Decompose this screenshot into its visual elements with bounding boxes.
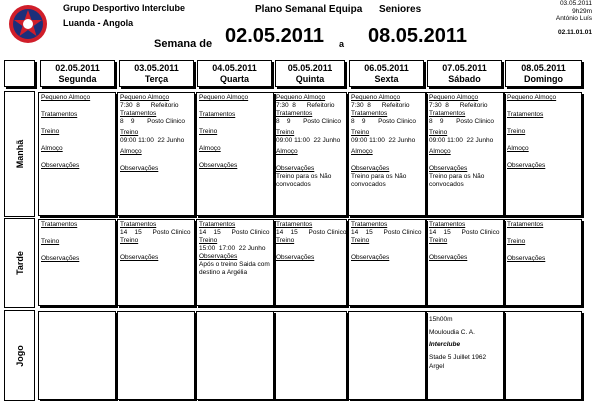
game-opponent: Mouloudia C. A. (429, 328, 475, 336)
club-location: Luanda - Angola (63, 18, 134, 28)
manha-terca: Pequeno Almoço 7:30 8 Refeitorio Tratamentos 8 9 Posto Clinico Treino 09:00 11:00 22 Junho Almoço Observações (117, 92, 195, 216)
week-start: 02.05.2011 (225, 25, 324, 47)
jogo-sexta (348, 311, 426, 400)
header-corner (4, 60, 35, 87)
game-stadium: Stade 5 Juillet 1962 (429, 353, 487, 361)
plan-title: Plano Semanal Equipa Seniores (255, 4, 422, 15)
week-sep: a (339, 39, 345, 49)
club-logo (8, 4, 48, 44)
week-label: Semana de (154, 38, 213, 50)
jogo-terca (117, 311, 195, 400)
meta-time: 9h29m (572, 7, 592, 15)
row-label-jogo: Jogo (4, 310, 35, 401)
row-label-tarde: Tarde (4, 218, 35, 308)
day-header-terca: 03.05.2011 Terça (119, 60, 194, 87)
doc-meta (556, 0, 592, 36)
manha-quinta: Pequeno Almoço 7:30 8 Refeitorio Tratamentos 8 9 Posto Clinico Treino 09:00 11:00 22 Junho Almoço Observações Treino para os Não convocados (273, 92, 347, 216)
tarde-sabado: Tratamentos 14 15 Posto Clinico Treino Observações (426, 219, 504, 306)
game-time: 15h00m (429, 316, 453, 323)
game-city: Argel (429, 363, 445, 370)
day-header-domingo: 08.05.2011 Domingo (505, 60, 582, 87)
tarde-segunda: Tratamentos Treino Observações (38, 219, 116, 306)
day-header-segunda: 02.05.2011 Segunda (40, 60, 115, 87)
game-team: Interclube (429, 341, 461, 348)
manha-domingo: Pequeno Almoço Tratamentos Treino Almoço Observações (504, 92, 582, 216)
meta-author: António Luís (555, 15, 592, 22)
team-name: Seniores (378, 4, 422, 15)
row-label-manha: Manhã (4, 91, 35, 217)
day-header-sabado: 07.05.2011 Sábado (427, 60, 502, 87)
jogo-segunda (38, 311, 116, 400)
day-header-quinta: 05.05.2011 Quinta (275, 60, 345, 87)
tarde-quarta: Tratamentos 14 15 Posto Clinico Treino 15:00 17:00 22 Junho Observações Após o treino Saida com destino a Argélia (196, 219, 274, 306)
tarde-domingo: Tratamentos Treino Observações (504, 219, 582, 306)
week-end: 08.05.2011 (368, 25, 467, 47)
meta-date: 03.05.2011 (559, 0, 592, 7)
jogo-quarta (196, 311, 274, 400)
day-header-quarta: 04.05.2011 Quarta (197, 60, 272, 87)
tarde-sexta: Tratamentos 14 15 Posto Clinico Treino Observações (348, 219, 426, 306)
club-name: Grupo Desportivo Interclube (63, 3, 186, 13)
manha-quarta: Pequeno Almoço Tratamentos Treino Almoço Observações (196, 92, 274, 216)
jogo-domingo (504, 311, 582, 400)
club-info (63, 2, 185, 29)
meta-code: 02.11.01.01 (558, 28, 592, 36)
tarde-terca: Tratamentos 14 15 Posto Clinico Treino Observações (117, 219, 195, 306)
manha-segunda: Pequeno Almoço Tratamentos Treino Almoço Observações (38, 92, 116, 216)
jogo-quinta (273, 311, 347, 400)
manha-sabado: Pequeno Almoço 7:30 8 Refeitorio Tratamentos 8 9 Posto Clinico Treino 09:00 11:00 22 Junho Almoço Observações Treino para os Não convocados (426, 92, 504, 216)
day-header-sexta: 06.05.2011 Sexta (349, 60, 424, 87)
jogo-sabado (426, 311, 504, 400)
manha-sexta: Pequeno Almoço 7:30 8 Refeitorio Tratamentos 8 9 Posto Clinico Treino 09:00 11:00 22 Junho Almoço Observações Treino para os Não convocados (348, 92, 426, 216)
tarde-quinta: Tratamentos 14 15 Posto Clinico Treino Observações (273, 219, 347, 306)
